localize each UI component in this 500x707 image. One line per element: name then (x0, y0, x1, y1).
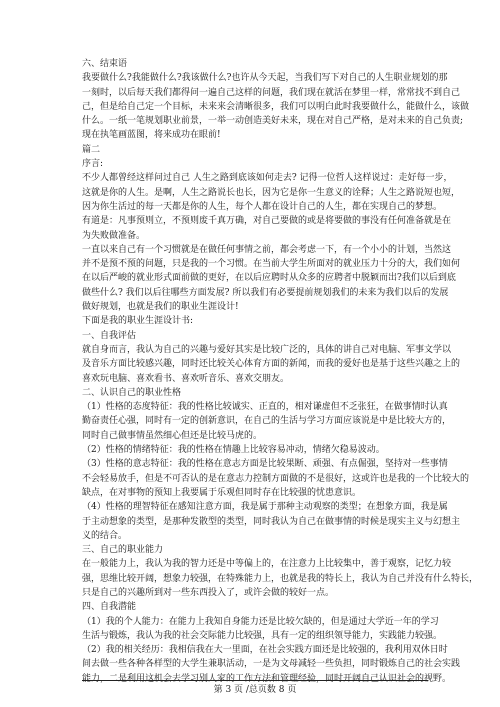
text-line: 及音乐方面比较感兴趣，同时还比较关心体育方面的新闻，而我的爱好也是基于这些兴趣之上的 (82, 359, 461, 370)
text-line: （1）性格的态度特征：我的性格比较诚实、正直的，相对谦虚但不乏张狂，在做事情时认真 (82, 402, 448, 413)
text-line: 序言: (82, 159, 104, 170)
text-line: 缺点，在对事物的预知上我要属于乐观但同时存在比较强的忧患意识。 (82, 487, 362, 498)
text-line: 不少人都曾经这样问过自己 人生之路到底该如何走去? 记得一位哲人这样说过：走好每一步， (82, 173, 453, 184)
text-line: 做好规划，也就是我们的职业生涯设计! (82, 302, 239, 313)
text-line: 能力，二是利用这机会去学习别人家的工作方法和管理经验，同时开阔自己认识社会的视野。 (82, 673, 452, 684)
text-line: 勤奋责任心强，同时有一定的创新意识，在自己的生活与学习方面应该说是中是比较大方的， (82, 416, 452, 427)
text-line: 只是自己的兴趣所到对一些东西投入了，或许会做的较好一点。 (82, 587, 335, 598)
text-line: 并不是预不预的问题，只是我的一个习惯。在当前大学生所面对的就业压力十分的大，我们如何 (82, 259, 461, 270)
text-line: 强，思维比较开阔，想象力较强，在特殊能力上，也就是我的特长上，我认为自己并没有什么特长， (82, 573, 479, 584)
text-line: 为失败做准备。 (82, 230, 146, 241)
text-line: 一、自我评估 (82, 330, 137, 341)
text-line: 篇二 (82, 144, 101, 155)
text-line: （2）性格的情绪特征：我的性格在情趣上比较容易冲动，情绪欠稳易波动。 (82, 445, 385, 456)
text-line: 喜欢玩电脑、喜欢看书、喜欢听音乐、喜欢交朋友。 (82, 373, 290, 384)
text-line: 二、认识自己的职业性格 (82, 387, 182, 398)
text-line: 己，但是给自己定一个目标，未来来会清晰很多，我们可以明白此时我要做什么，能做什么，该做 (82, 101, 470, 112)
text-line: 这就是你的人生。是啊，人生之路说长也长，因为它是你一生意义的诠释；人生之路说短也短， (82, 187, 461, 198)
text-line: 做些什么? 我们以后往哪些方面发展? 所以我们有必要提前规划我们的未来为我们以后的发展 (82, 287, 449, 298)
page-footer: 第 3 页 /总页数 8 页 (213, 685, 297, 695)
text-line: 什么。一纸一笔规划职业前景，一举一动创造美好未来，现在对自己严格，是对未来的自己负责; (82, 116, 464, 127)
text-line: （1）我的个人能力：在能力上我知自身能力还是比较欠缺的，但是通过大学近一年的学习 (82, 616, 439, 627)
text-line: 在一般能力上，我认为我的智力还是中等偏上的，在注意力上比较集中，善于观察，记忆力较 (82, 559, 452, 570)
text-line: 因为你生活过的每一天都是你的人生，每个人都在设计自己的人生，都在实现自己的梦想。 (82, 201, 443, 212)
text-line: 有道是：凡事预则立，不预则废千真万确，对自己要做的或是将要做的事没有任何准备就是在 (82, 216, 452, 227)
text-line: 一刻时，以后每天我们都得问一遍自己这样的问题，我们现在就活在梦里一样，常常找不到自己 (82, 87, 461, 98)
text-line: 下面是我的职业生涯设计书: (82, 316, 194, 327)
text-line: （4）性格的理智特征在感知注意方面，我是属于那种主动观察的类型；在想象方面，我是属 (82, 502, 448, 513)
text-line: 三、自己的职业能力 (82, 545, 164, 556)
text-line: 不会轻易放手，但是不可否认的是在意志力控制方面做的不是很好，这或许也是我的一个比较大的 (82, 473, 470, 484)
text-line: 一直以来自己有一个习惯就是在做任何事情之前，都会考虑一下，有一个小小的计划，当然这 (82, 244, 452, 255)
text-line: 于主动想象的类型，是那种发散型的类型，同时我认为自己在做事情的时候是现实主义与幻想主 (82, 516, 461, 527)
text-line: （3）性格的意志特征：我的性格在意志方面是比较果断、顽强、有点倔强，坚持对一些事情 (82, 459, 448, 470)
text-line: 就自身而言，我认为自己的兴趣与爱好其实是比较广泛的，具体的讲自己对电脑、军事文学以 (82, 344, 452, 355)
text-line: 间去做一些各种各样型的大学生兼职活动，一是为文母减轻一些负担，同时锻炼自己的社会实践 (82, 659, 461, 670)
text-line: 四、自我潜能 (82, 602, 137, 613)
text-line: 六、结束语 (82, 59, 128, 69)
text-line: 在以后严峻的就业形式面前做的更好，在以后应聘时从众多的应聘者中脱颖而出?我们以后到底 (82, 273, 456, 284)
footer-divider (82, 680, 428, 681)
text-line: 现在执笔画蓝图，将来成功在眼前! (82, 130, 221, 141)
document-body (82, 57, 479, 686)
text-line: （2）我的相关经历：我相信我在大一里面，在社会实践方面还是比较强的，我利用双休日时 (82, 645, 448, 656)
text-line: 义的结合。 (82, 530, 128, 541)
text-line: 我要做什么?我能做什么?我该做什么?也许从今天起，当我们写下对自己的人生职业规划的那 (82, 73, 448, 84)
text-line: 同时自己做事情虽然细心但还是比较马虎的。 (82, 430, 263, 441)
text-line: 生活与锻炼，我认为我的社会交际能力比较强，具有一定的组织领导能力，实践能力较强。 (82, 630, 443, 641)
